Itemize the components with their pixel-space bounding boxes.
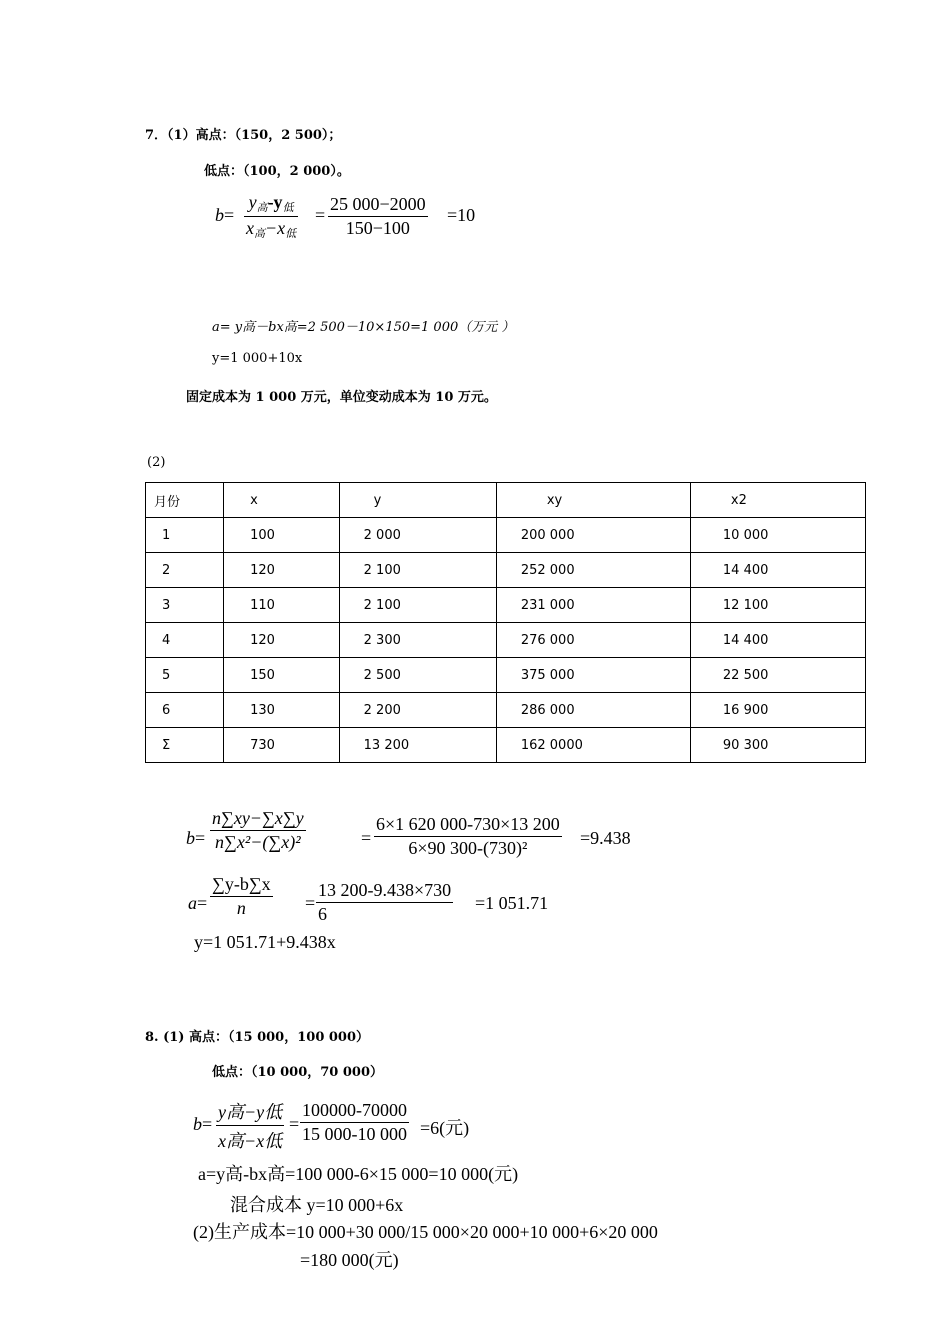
q7-b-result: =10 (447, 205, 476, 225)
table-row (146, 553, 866, 588)
q7-conclusion: 固定成本为 1 000 万元，单位变动成本为 10 万元。 (186, 390, 497, 405)
table-cell: 375 000 (496, 658, 690, 693)
reg-a-symbolic-fraction: ∑y-b∑x n (212, 874, 271, 918)
q8-mixed-cost: 混合成本 y=10 000+6x (230, 1195, 404, 1215)
q7-b-fraction: $y_高-y_低$ $x_高-x_低$ (246, 192, 297, 240)
table-cell: 120 (224, 623, 340, 658)
table-cell: 2 200 (339, 693, 496, 728)
q8-b-numeric-fraction: 100000-70000 15 000-10 000 (302, 1100, 407, 1144)
table-cell: 14 400 (690, 623, 865, 658)
table-row (146, 518, 866, 553)
table-cell: 16 900 (690, 693, 865, 728)
regression-table (145, 482, 866, 763)
q8-heading: 8. (1) 高点：（15 000，100 000） (145, 1030, 370, 1045)
reg-b-lhs: b= (186, 828, 206, 848)
table-cell: 110 (224, 588, 340, 623)
header-y: y (339, 483, 496, 518)
table-cell: 2 500 (339, 658, 496, 693)
reg-b-numeric-fraction: 6×1 620 000-730×13 200 6×90 300-(730)² (376, 814, 560, 858)
q8-low-point: 低点：（10 000，70 000） (212, 1065, 384, 1080)
table-cell: 2 100 (339, 553, 496, 588)
table-header-row (146, 483, 866, 518)
q7-b-lhs: b= (215, 205, 235, 225)
table-row (146, 693, 866, 728)
header-x: x (224, 483, 340, 518)
table-cell: 2 000 (339, 518, 496, 553)
table-cell: 231 000 (496, 588, 690, 623)
table-cell: 2 300 (339, 623, 496, 658)
table-cell: 162 0000 (496, 728, 690, 763)
table-cell: 730 (224, 728, 340, 763)
table-cell: 2 (146, 553, 224, 588)
q8-b-lhs: b= (193, 1114, 213, 1134)
q8-a-line: a=y高-bx高=100 000-6×15 000=10 000(元) (198, 1164, 519, 1184)
reg-a-numeric-fraction: 13 200-9.438×730 6 (318, 880, 452, 924)
reg-y-line: y=1 051.71+9.438x (194, 932, 336, 952)
table-total-row (146, 728, 866, 763)
part2-label: (2) (147, 455, 166, 470)
table-cell: 13 200 (339, 728, 496, 763)
table-cell: 4 (146, 623, 224, 658)
q7-y-line: y=1 000+10x (212, 351, 303, 366)
q8-b-symbolic-fraction: y高−y低 x高−x低 (218, 1102, 283, 1151)
table-cell: 130 (224, 693, 340, 728)
table-cell: 14 400 (690, 553, 865, 588)
q7-heading: 7．（1）高点：（150，2 500）； (145, 128, 342, 143)
table-cell: 22 500 (690, 658, 865, 693)
table-cell: 10 000 (690, 518, 865, 553)
table-row (146, 623, 866, 658)
table-cell: 276 000 (496, 623, 690, 658)
table-cell: 6 (146, 693, 224, 728)
header-month: 月份 (146, 483, 224, 518)
reg-a-lhs: a= (188, 893, 208, 913)
q8-part2-line1: (2)生产成本=10 000+30 000/15 000×20 000+10 000+6×20 000 (193, 1222, 658, 1242)
table-cell: 3 (146, 588, 224, 623)
table-cell: 286 000 (496, 693, 690, 728)
table-row (146, 658, 866, 693)
table-cell: 120 (224, 553, 340, 588)
table-cell: 1 (146, 518, 224, 553)
table-cell: 2 100 (339, 588, 496, 623)
q8-part2-line2: =180 000(元) (300, 1250, 399, 1270)
table-cell: 100 (224, 518, 340, 553)
reg-a-result: =1 051.71 (475, 893, 549, 913)
table-cell: 90 300 (690, 728, 865, 763)
header-xy: xy (496, 483, 690, 518)
q7-low-point: 低点：（100，2 000）。 (204, 164, 350, 179)
table-cell: Σ (146, 728, 224, 763)
table-cell: 252 000 (496, 553, 690, 588)
q7-b-numeric-fraction: 25 000−2000 150−100 (330, 194, 426, 238)
table-cell: 5 (146, 658, 224, 693)
table-cell: 12 100 (690, 588, 865, 623)
header-x2: x2 (690, 483, 865, 518)
q8-b-result: =6(元) (420, 1118, 470, 1138)
q7-a-line: a= y高－bx高=2 500－10×150=1 000（万元 ） (212, 320, 515, 335)
table-cell: 200 000 (496, 518, 690, 553)
reg-b-result: =9.438 (580, 828, 631, 848)
table-cell: 150 (224, 658, 340, 693)
table-row (146, 588, 866, 623)
reg-b-symbolic-fraction: n∑xy−∑x∑y n∑x²−(∑x)² (212, 808, 304, 852)
